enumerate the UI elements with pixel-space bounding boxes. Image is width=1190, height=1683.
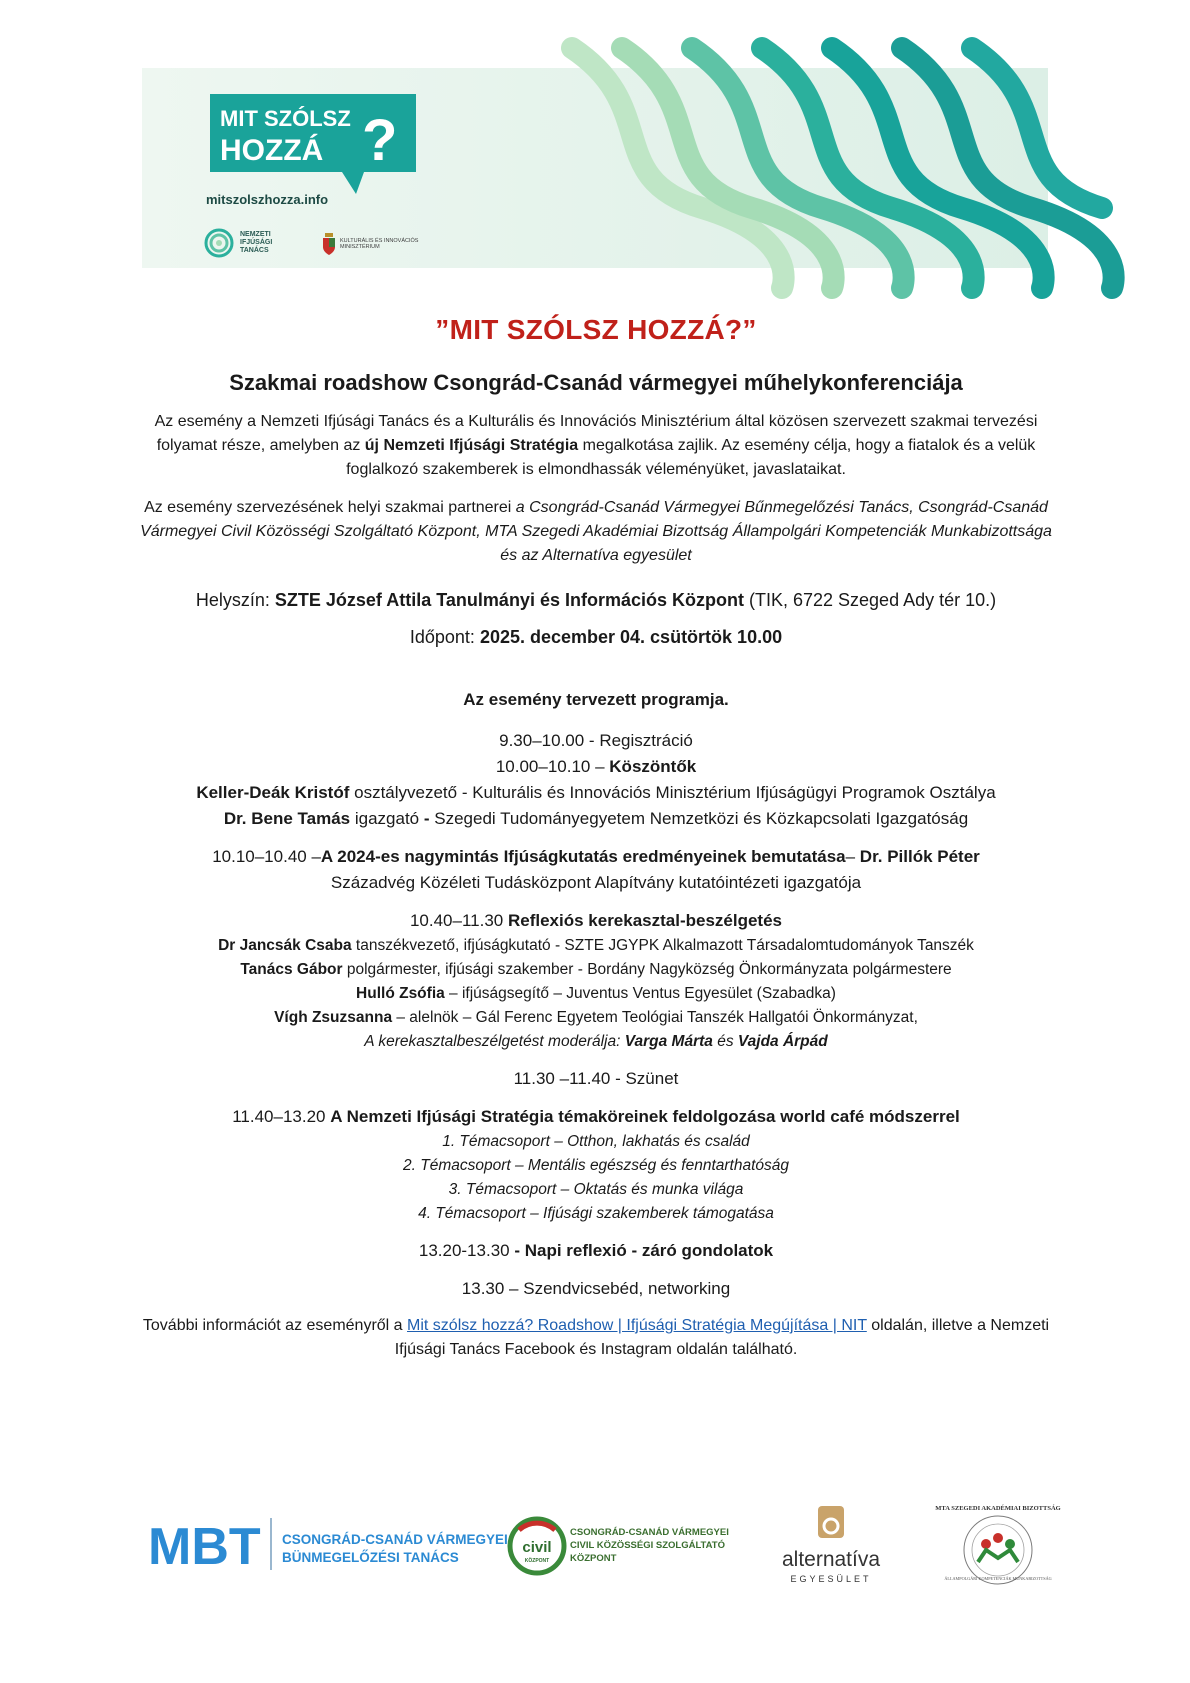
kim-logo (322, 233, 418, 255)
speaker-2-role-b: Szegedi Tudományegyetem Nemzetközi és Közkapcsolati Igazgatóság (429, 809, 969, 828)
nit-logo-line1: NEMZETI (240, 231, 271, 238)
program-reflection (140, 1238, 1052, 1264)
mta-ring-text: ÁLLAMPOLGÁRI KOMPETENCIÁK MUNKABIZOTTSÁG (944, 1576, 1052, 1581)
datetime-value: 2025. december 04. csütörtök 10.00 (479, 627, 783, 647)
datetime-line (140, 627, 1052, 648)
program-welcome (140, 754, 1052, 780)
intro-paragraph (140, 410, 1052, 482)
topic-item: 4. Témacsoport – Ifjúsági szakemberek támogatása (418, 1205, 774, 1222)
location-line (140, 590, 1052, 611)
nit-spiral-icon (204, 228, 234, 258)
panel-member-role: – alelnök – Gál Ferenc Egyetem Teológiai Tanszék Hallgatói Önkormányzat, (392, 1009, 918, 1026)
nit-roadshow-link[interactable]: Mit szólsz hozzá? Roadshow | Ifjúsági Stratégia Megújítása | NIT (407, 1317, 867, 1334)
civil-mark: civil (522, 1539, 552, 1556)
more-info-text-a: További információt az eseményről a (142, 1317, 408, 1334)
talk-line (140, 844, 1052, 870)
kim-logo-line1: KULTURÁLIS ÉS INNOVÁCIÓS (340, 237, 419, 244)
talk-dash: – (845, 847, 860, 866)
panel-moderators (140, 1030, 1052, 1054)
datetime-label: Időpont: (409, 627, 480, 647)
reflection-time: 13.20-13.30 (418, 1241, 515, 1260)
location-name: SZTE József Attila Tanulmányi és Információs Központ (274, 590, 744, 610)
talk-title: A 2024-es nagymintás Ifjúságkutatás eredményeinek bemutatása (320, 847, 846, 866)
speaker-1 (140, 780, 1052, 806)
welcome-label: Köszöntők (609, 757, 697, 776)
program-lunch: 13.30 – Szendvicsebéd, networking (461, 1279, 731, 1298)
mbt-logo (148, 1518, 508, 1576)
panel-member-4 (140, 1006, 1052, 1030)
speaker-2-name: Dr. Bene Tamás (223, 809, 351, 828)
talk-speaker-role: Századvég Közéleti Tudásközpont Alapítvány kutatóintézeti igazgatója (330, 873, 862, 892)
intro-strategy-emphasis: új Nemzeti Ifjúsági Stratégia (364, 437, 579, 454)
location-detail: (TIK, 6722 Szeged Ady tér 10.) (743, 590, 997, 610)
program-registration: 9.30–10.00 - Regisztráció (499, 731, 693, 750)
civil-line3: KÖZPONT (570, 1553, 617, 1564)
nit-logo-line3: TANÁCS (240, 247, 269, 254)
reflection-title: - Napi reflexió - záró gondolatok (514, 1241, 774, 1260)
panel-member-name: Tanács Gábor (240, 961, 343, 978)
worldcafe-heading (140, 1104, 1052, 1130)
panel-member-role: polgármester, ifjúsági szakember - Bordány Nagyközség Önkormányzata polgármestere (342, 961, 952, 978)
partners-paragraph (140, 496, 1052, 568)
moderator-and: és (712, 1033, 738, 1050)
speaker-2 (140, 806, 1052, 832)
panel-member-name: Dr Jancsák Csaba (218, 937, 352, 954)
panel-member-name: Vígh Zsuzsanna (274, 1009, 393, 1026)
panel-time: 10.40–11.30 (409, 911, 508, 930)
alternativa-sub: EGYESÜLET (790, 1574, 872, 1584)
program-title: Az esemény tervezett programja. (463, 690, 729, 709)
topic-item: 3. Témacsoport – Oktatás és munka világa (448, 1181, 744, 1198)
panel-member-1 (140, 934, 1052, 958)
mta-logo (935, 1504, 1060, 1584)
nit-logo-line2: IFJÚSÁGI (240, 239, 273, 246)
partners-text-a: Az esemény szervezésének helyi szakmai partnerei (144, 499, 516, 516)
site-url: mitszolszhozza.info (206, 192, 329, 207)
moderator-2: Vajda Árpád (737, 1033, 828, 1050)
page-title: ”MIT SZÓLSZ HOZZÁ?” (435, 314, 757, 345)
talk-time: 10.10–10.40 – (212, 847, 321, 866)
panel-member-role: – ifjúságsegítő – Juventus Ventus Egyesület (Szabadka) (444, 985, 836, 1002)
moderator-label: A kerekasztalbeszélgetést moderálja: (364, 1033, 625, 1050)
panel-member-name: Hulló Zsófia (356, 985, 445, 1002)
program-break: 11.30 –11.40 - Szünet (513, 1069, 679, 1088)
intro-text-c: megalkotása zajlik. Az esemény célja, hogy a fiatalok és a velük foglalkozó szakemberek is elmondhassák véleményüket, javaslataikat. (346, 437, 1036, 478)
panel-heading (140, 908, 1052, 934)
program-worldcafe-block (140, 1104, 1052, 1226)
topic-item: 2. Témacsoport – Mentális egészség és fenntarthatóság (403, 1157, 789, 1174)
civil-kozpont-logo (510, 1519, 729, 1573)
mit-szolsz-hozza-logo (206, 90, 420, 198)
worldcafe-title: A Nemzeti Ifjúsági Stratégia témaköreinek feldolgozása world café módszerrel (330, 1107, 960, 1126)
mta-top-text: MTA SZEGEDI AKADÉMIAI BIZOTTSÁG (935, 1505, 1061, 1512)
logo-line2: HOZZÁ (220, 134, 324, 167)
more-info-paragraph (140, 1314, 1052, 1362)
page-subtitle: Szakmai roadshow Csongrád-Csanád vármegyei műhelykonferenciája (229, 370, 963, 395)
welcome-time: 10.00–10.10 – (495, 757, 610, 776)
header-banner (142, 68, 1048, 268)
alternativa-logo (782, 1506, 880, 1584)
civil-line2: CIVIL KÖZÖSSÉGI SZOLGÁLTATÓ (570, 1540, 725, 1551)
nit-logo (204, 228, 272, 258)
panel-member-2 (140, 958, 1052, 982)
more-info-text-b: oldalán, illetve a Nemzeti Ifjúsági Tanács Facebook és Instagram oldalán található. (394, 1317, 1050, 1358)
alternativa-name: alternatíva (781, 1548, 881, 1571)
partner-logos-footer (142, 1500, 1061, 1590)
speaker-1-role: osztályvezető - Kulturális és Innovációs Minisztérium Ifjúságügyi Programok Osztálya (349, 783, 996, 802)
mbt-mark: MBT (148, 1518, 261, 1576)
speaker-1-name: Keller-Deák Kristóf (196, 783, 350, 802)
moderator-1: Varga Márta (624, 1033, 713, 1050)
mbt-line1: CSONGRÁD-CSANÁD VÁRMEGYEI (282, 1532, 508, 1547)
worldcafe-time: 11.40–13.20 (232, 1107, 331, 1126)
civil-line1: CSONGRÁD-CSANÁD VÁRMEGYEI (570, 1527, 729, 1538)
program-talk-block (140, 844, 1052, 896)
location-label: Helyszín: (195, 590, 275, 610)
speaker-2-role-a: igazgató (350, 809, 424, 828)
panel-member-role: tanszékvezető, ifjúságkutató - SZTE JGYPK Alkalmazott Társadalomtudományok Tanszék (351, 937, 974, 954)
program-panel-block (140, 908, 1052, 1054)
coat-of-arms-icon (322, 233, 336, 255)
logo-question-mark: ? (362, 108, 398, 173)
partners-list: a Csongrád-Csanád Vármegyei Bűnmegelőzési Tanács, Csongrád-Csanád Vármegyei Civil Közösségi Szolgáltató Központ, MTA Szegedi Akadémiai Bizottság Állampolgári Kompetenciák Munkabizottsága és az Alternatíva egyesület (140, 499, 1052, 564)
kim-logo-line2: MINISZTÉRIUM (340, 244, 380, 250)
logo-line1: MIT SZÓLSZ (220, 106, 351, 131)
speaker-2-dash: - (423, 809, 430, 828)
panel-title: Reflexiós kerekasztal-beszélgetés (507, 911, 783, 930)
panel-member-3 (140, 982, 1052, 1006)
mbt-line2: BÜNMEGELŐZÉSI TANÁCS (282, 1550, 459, 1565)
main-content (140, 300, 1052, 1362)
civil-sub: KÖZPONT (524, 1558, 550, 1564)
talk-speaker: Dr. Pillók Péter (859, 847, 980, 866)
program-welcome-block (140, 728, 1052, 832)
topic-item: 1. Témacsoport – Otthon, lakhatás és család (442, 1133, 750, 1150)
intro-text-a: Az esemény a Nemzeti Ifjúsági Tanács és a Kulturális és Innovációs Minisztérium által közösen szervezett szakmai tervezési folyamat része, amelyben az (154, 413, 1038, 454)
